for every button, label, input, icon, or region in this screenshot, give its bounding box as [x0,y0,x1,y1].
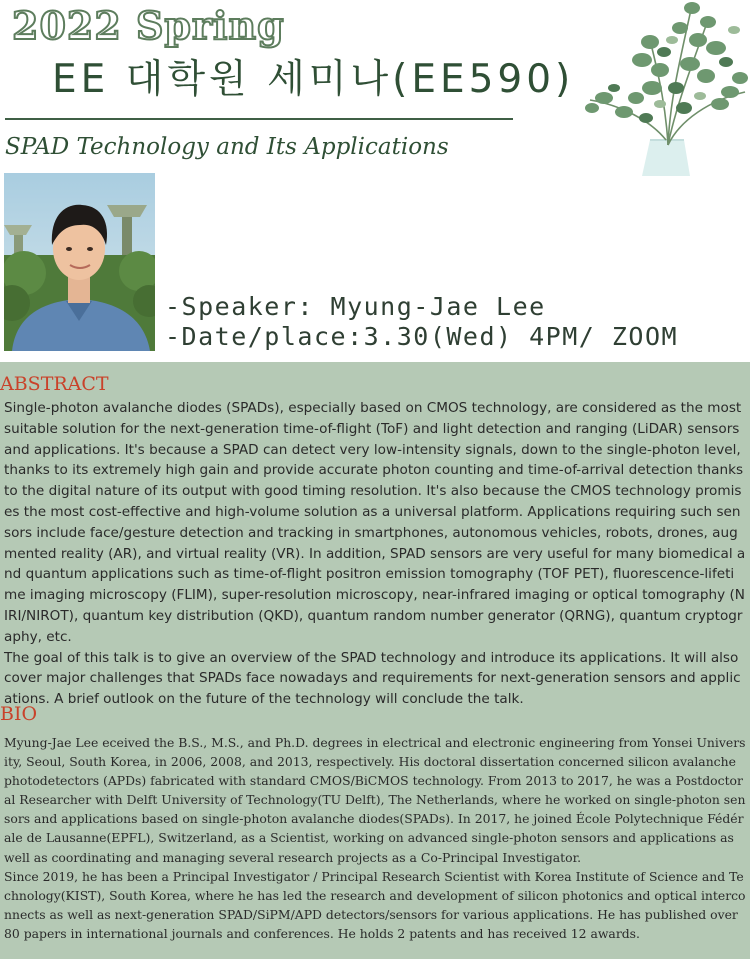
poster-header [0,0,750,362]
seminar-title: EE 대학원 세미나(EE590) [52,57,575,102]
abstract-paragraph: Single-photon avalanche diodes (SPADs), especially based on CMOS technology, are considered as the most suitable solution for the next-generation time-of-flight (ToF) and light detection and ranging (LiDAR) sensors and applications. It's because a SPAD can detect very low-intensity signals, down to the single-photon level, thanks to its extremely high gain and provide accurate photon counting and time-of-arrival detection thanks to the digital nature of its output with good timing resolution. It's also because the CMOS technology promises the most cost-effective and high-volume solution as a universal platform. Applications requiring such sensors include face/gesture detection and tracking in smartphones, autonomous vehicles, robots, drones, augmented reality (AR), and virtual reality (VR). In addition, SPAD sensors are very useful for many biomedical and quantum applications such as time-of-flight positron emission tomography (TOF PET), fluorescence-lifetime imaging microscopy (FLIM), super-resolution microscopy, near-infrared imaging or optical tomography (NIRI/NIROT), quantum key distribution (QKD), quantum random number generator (QRNG), quantum cryptography, etc. [4,400,746,645]
content-panel [0,362,750,959]
abstract-heading: ABSTRACT [0,373,109,395]
date-place-line: -Date/place:3.30(Wed) 4PM/ ZOOM [165,322,679,351]
bio-paragraph: Myung-Jae Lee eceived the B.S., M.S., and Ph.D. degrees in electrical and electronic engineering from Yonsei University, Seoul, South Korea, in 2006, 2008, and 2013, respectively. His doctoral dissertation concerned silicon avalanche photodetectors (APDs) fabricated with standard CMOS/BiCMOS technology. From 2013 to 2017, he was a Postdoctoral Researcher with Delft University of Technology(TU Delft), The Netherlands, where he worked on single-photon sensors and applications based on single-photon avalanche diodes(SPADs). In 2017, he joined École Polytechnique Fédérale de Lausanne(EPFL), Switzerland, as a Scientist, working on advanced single-photon sensors and applications as well as coordinating and managing several research projects as a Co-Principal Investigator. [4,735,746,865]
header-divider [5,118,513,120]
talk-title: SPAD Technology and Its Applications [5,134,449,160]
bio-heading: BIO [0,703,38,725]
bio-paragraph: Since 2019, he has been a Principal Investigator / Principal Research Scientist with Korea Institute of Science and Technology(KIST), South Korea, where he has led the research and development of silicon photonics and optical interconnects as well as next-generation SPAD/SiPM/APD detectors/sensors for various applications. He has published over 80 papers in international journals and conferences. He holds 2 patents and has received 12 awards. [4,868,746,941]
plant-illustration [580,0,750,176]
speaker-photo [4,173,155,351]
abstract-body [4,398,746,710]
bio-body [4,733,746,943]
season-title: 2022 Spring [12,3,285,48]
abstract-paragraph: The goal of this talk is to give an overview of the SPAD technology and introduce its applications. It will also cover major challenges that SPADs face nowadays and requirements for next-generation sensors and applications. A brief outlook on the future of the technology will conclude the talk. [4,649,741,708]
speaker-line: -Speaker: Myung-Jae Lee [165,292,546,321]
